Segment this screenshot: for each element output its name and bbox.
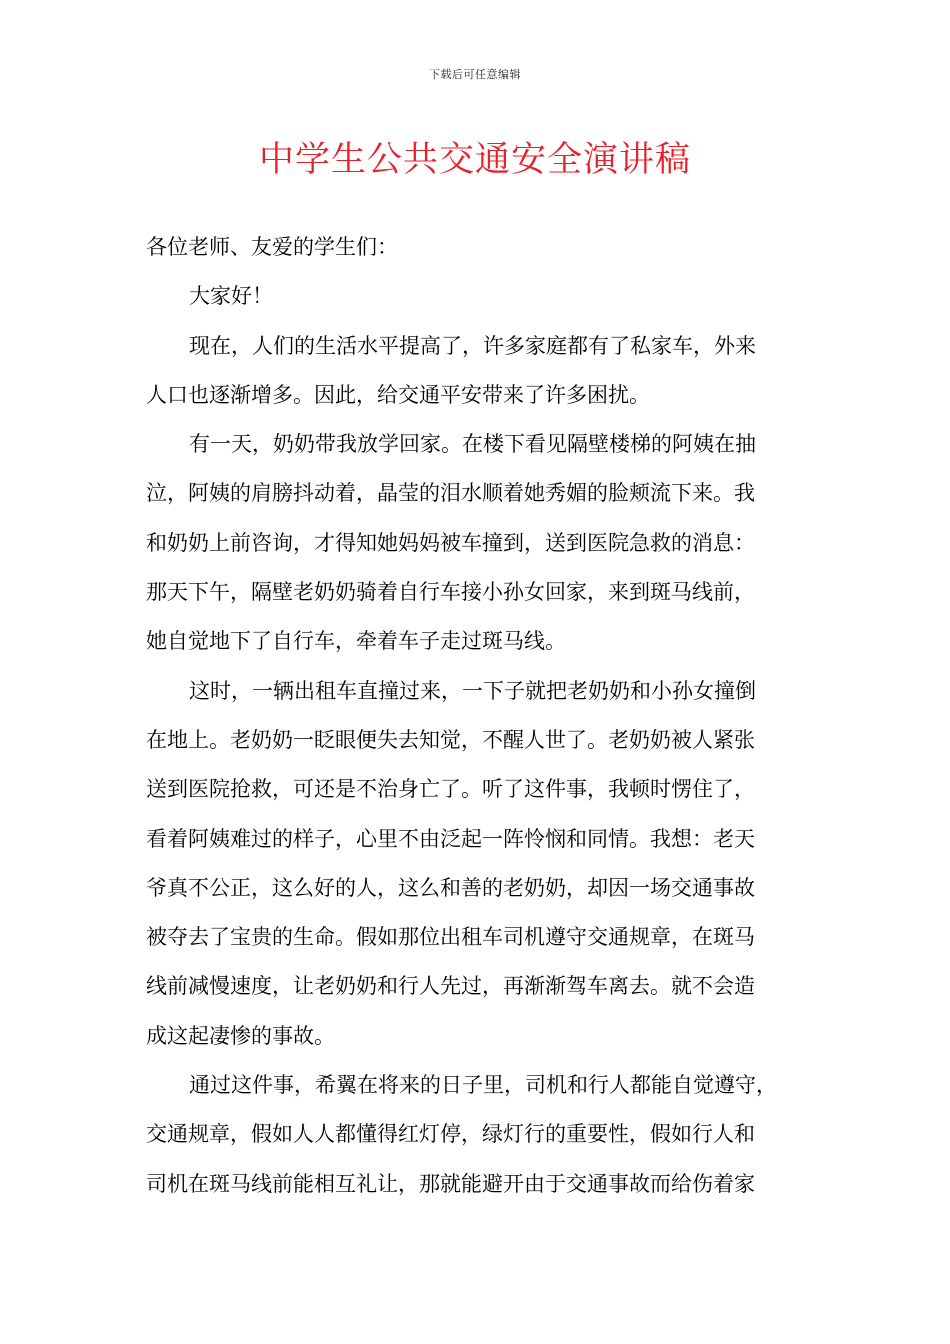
paragraph-line: 有一天，奶奶带我放学回家。在楼下看见隔壁楼梯的阿姨在抽 xyxy=(189,432,756,457)
paragraph-line: 泣，阿姨的肩膀抖动着，晶莹的泪水顺着她秀媚的脸颊流下来。我 xyxy=(146,481,755,506)
header-note: 下载后可任意编辑 xyxy=(429,68,521,81)
paragraph-line: 和奶奶上前咨询，才得知她妈妈被车撞到，送到医院急救的消息： xyxy=(146,530,755,555)
paragraph-4 xyxy=(146,1061,806,1209)
greeting-line: 各位老师、友爱的学生们： xyxy=(146,235,398,259)
paragraph-line: 被夺去了宝贵的生命。假如那位出租车司机遵守交通规章，在斑马 xyxy=(146,925,755,950)
paragraph-line: 看着阿姨难过的样子，心里不由泛起一阵怜悯和同情。我想：老天 xyxy=(146,826,755,851)
paragraph-line: 成这起凄惨的事故。 xyxy=(146,1023,335,1048)
paragraph-line: 线前减慢速度，让老奶奶和行人先过，再渐渐驾车离去。就不会造 xyxy=(146,974,755,999)
paragraph-line: 通过这件事，希翼在将来的日子里，司机和行人都能自觉遵守， xyxy=(189,1073,777,1098)
paragraph-line: 那天下午，隔壁老奶奶骑着自行车接小孙女回家，来到斑马线前， xyxy=(146,580,755,605)
document-body xyxy=(146,223,806,1209)
paragraph-line: 送到医院抢救，可还是不治身亡了。听了这件事，我顿时愣住了， xyxy=(146,777,755,802)
paragraph-line: 交通规章，假如人人都懂得红灯停，绿灯行的重要性，假如行人和 xyxy=(146,1122,755,1147)
salutation-line: 大家好！ xyxy=(189,284,273,309)
paragraph-line: 这时，一辆出租车直撞过来，一下子就把老奶奶和小孙女撞倒 xyxy=(189,678,756,703)
paragraph-line: 在地上。老奶奶一眨眼便失去知觉，不醒人世了。老奶奶被人紧张 xyxy=(146,727,755,752)
paragraph-3 xyxy=(146,667,806,1061)
paragraph-2 xyxy=(146,420,806,666)
document-title: 中学生公共交通安全演讲稿 xyxy=(258,140,691,180)
paragraph-1 xyxy=(146,322,806,421)
paragraph-line: 司机在斑马线前能相互礼让，那就能避开由于交通事故而给伤着家 xyxy=(146,1171,755,1196)
paragraph-line: 她自觉地下了自行车，牵着车子走过斑马线。 xyxy=(146,629,566,654)
paragraph-line: 爷真不公正，这么好的人，这么和善的老奶奶，却因一场交通事故 xyxy=(146,875,755,900)
paragraph-line: 人口也逐渐增多。因此，给交通平安带来了许多困扰。 xyxy=(146,382,650,407)
paragraph-line: 现在，人们的生活水平提高了，许多家庭都有了私家车，外来 xyxy=(189,333,756,358)
